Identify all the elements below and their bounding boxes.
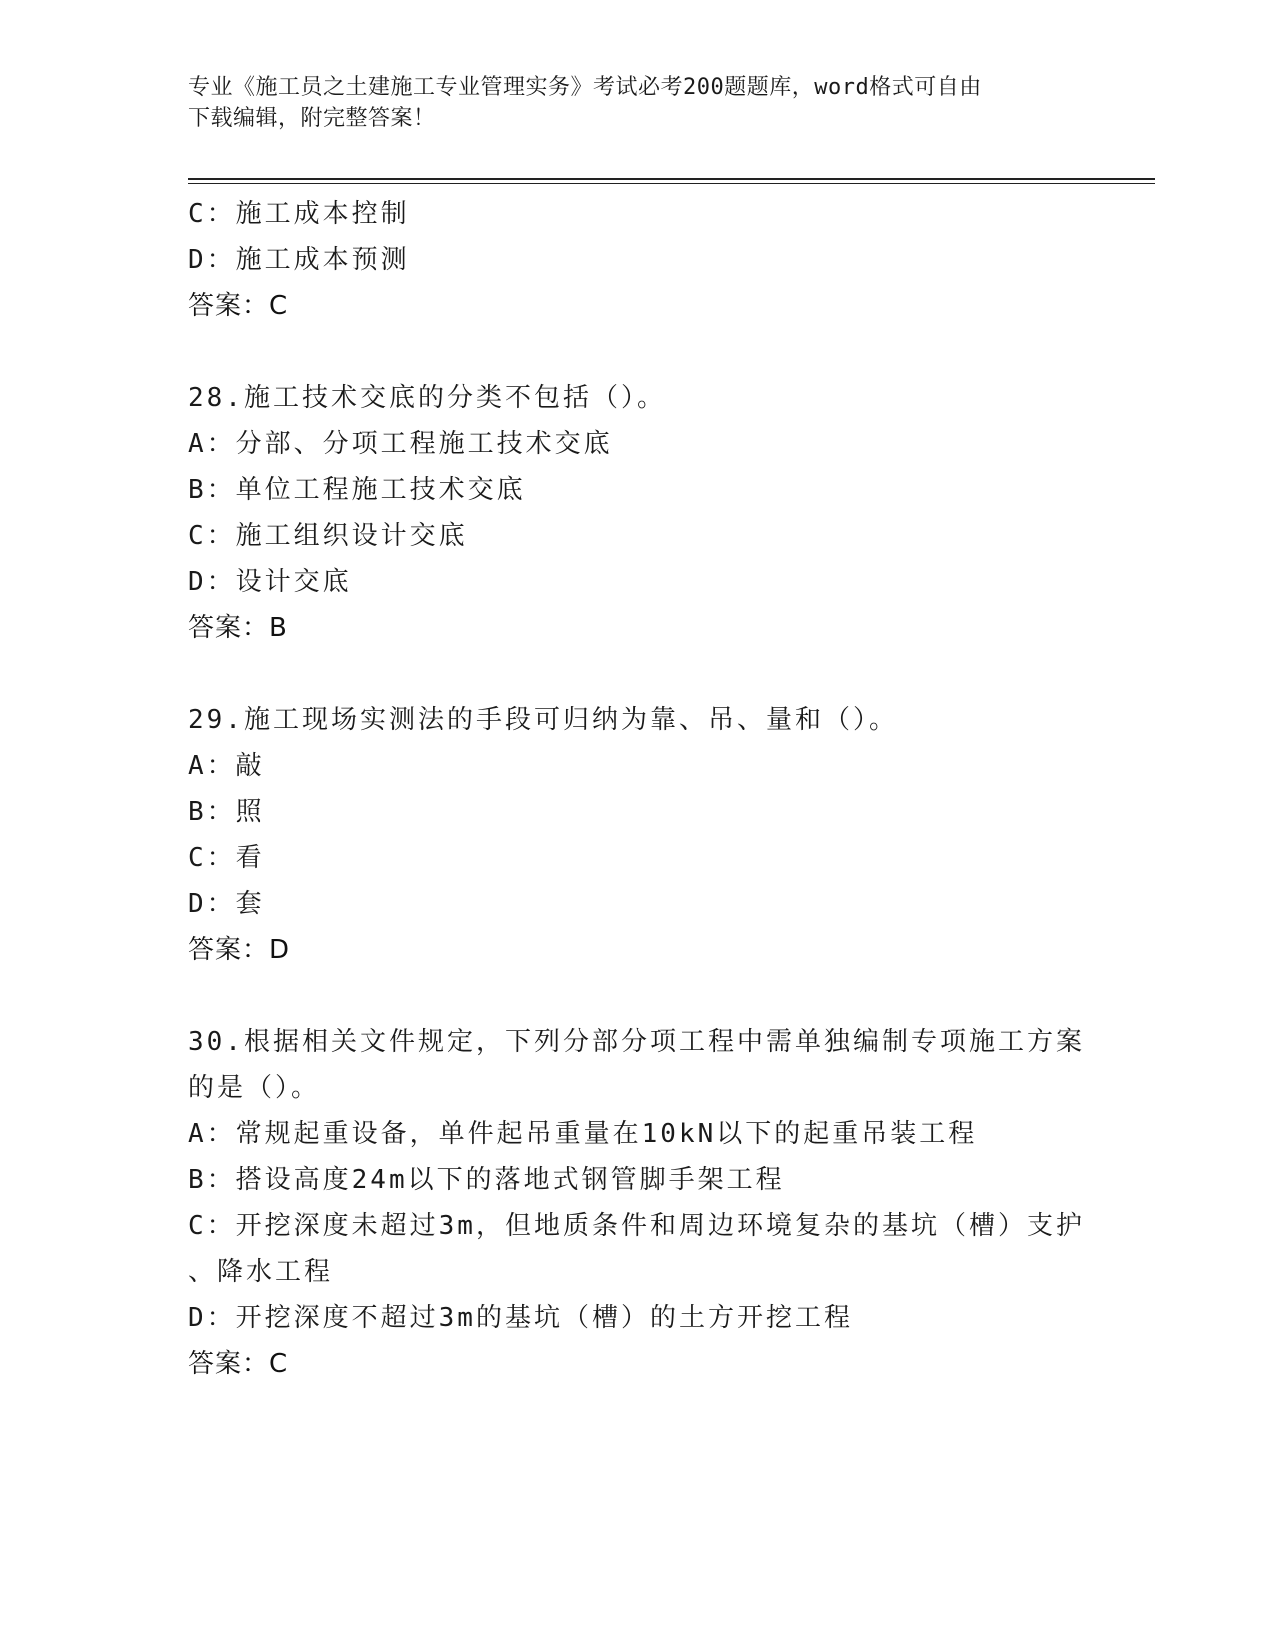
question-stem-line-2: 的是（）。	[188, 1073, 321, 1103]
header-divider-thin	[188, 183, 1155, 184]
answer-line: 答案：C	[188, 291, 289, 321]
option-a: A：常规起重设备，单件起吊重量在10kN以下的起重吊装工程	[188, 1119, 978, 1149]
option-c: C：施工成本控制	[188, 199, 410, 229]
spacer	[188, 973, 1088, 1019]
option-d: D：套	[188, 889, 265, 919]
option-d: D：施工成本预测	[188, 245, 410, 275]
header-line-2: 下载编辑，附完整答案！	[188, 106, 436, 131]
question-stem: 28.施工技术交底的分类不包括（）。	[188, 383, 666, 413]
option-d: D：设计交底	[188, 567, 352, 597]
question-stem-line-1: 30.根据相关文件规定，下列分部分项工程中需单独编制专项施工方案	[188, 1027, 1085, 1057]
question-content	[188, 191, 1088, 1387]
answer-line: 答案：B	[188, 613, 288, 643]
spacer	[188, 651, 1088, 697]
option-a: A：敲	[188, 751, 265, 781]
document-header	[188, 72, 1088, 134]
option-b: B：照	[188, 797, 265, 827]
option-b: B：单位工程施工技术交底	[188, 475, 526, 505]
answer-line: 答案：D	[188, 935, 291, 965]
option-a: A：分部、分项工程施工技术交底	[188, 429, 613, 459]
option-b: B：搭设高度24m以下的落地式钢管脚手架工程	[188, 1165, 785, 1195]
option-c-continued: 、降水工程	[188, 1257, 334, 1287]
option-c: C：看	[188, 843, 265, 873]
answer-line: 答案：C	[188, 1349, 289, 1379]
question-stem: 29.施工现场实测法的手段可归纳为靠、吊、量和（）。	[188, 705, 898, 735]
option-c: C：施工组织设计交底	[188, 521, 468, 551]
header-line-1: 专业《施工员之土建施工专业管理实务》考试必考200题题库，word格式可自由	[188, 75, 982, 100]
option-d: D：开挖深度不超过3m的基坑（槽）的土方开挖工程	[188, 1303, 853, 1333]
option-c: C：开挖深度未超过3m，但地质条件和周边环境复杂的基坑（槽）支护	[188, 1211, 1085, 1241]
header-divider-thick	[188, 178, 1155, 180]
spacer	[188, 329, 1088, 375]
